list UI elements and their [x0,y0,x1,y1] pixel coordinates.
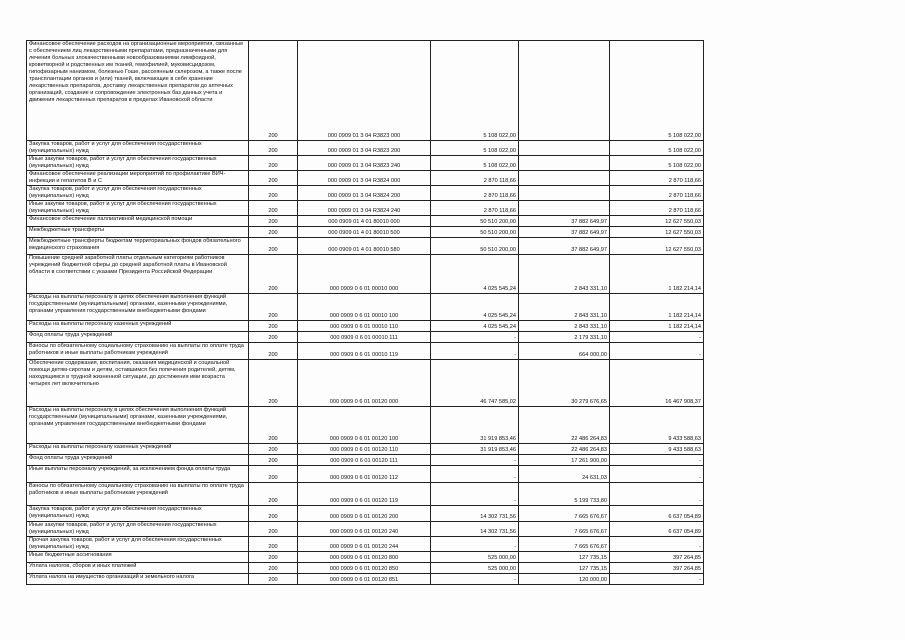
executed-amount-cell: 7 665 676,67 [519,505,610,521]
row-description-cell: Иные бюджетные ассигнования [27,551,249,562]
table-row [27,293,704,320]
unexecuted-amount-cell: 6 637 054,89 [610,521,704,536]
row-description-cell: Расходы на выплаты персоналу в целях обеспечения выполнения функций государственными (муниципальными) органами, казенными учреждениями, органами управления государственными внебюджетными фондами [27,406,249,443]
executed-amount-cell [519,141,610,156]
executed-amount-cell: 22 486 264,83 [519,406,610,443]
row-description-cell: Расходы на выплаты персоналу казенных учреждений [27,443,249,454]
unexecuted-amount-cell: 2 870 118,66 [610,185,704,200]
budget-classification-code-cell: 000 0909 0 6 01 00120 112 [298,465,431,482]
line-code-cell: 200 [249,536,298,551]
unexecuted-amount-cell: 5 108 022,00 [610,41,704,141]
executed-amount-cell: 7 665 676,67 [519,536,610,551]
table-row [27,170,704,185]
executed-amount-cell: 5 199 733,80 [519,482,610,505]
row-description-cell: Закупка товаров, работ и услуг для обеспечения государственных (муниципальных) нужд [27,141,249,156]
executed-amount-cell: 2 179 331,10 [519,331,610,342]
line-code-cell: 200 [249,342,298,359]
table-row [27,359,704,406]
executed-amount-cell: 17 261 900,00 [519,454,610,465]
budget-classification-code-cell: 000 0909 01 3 04 R3824 200 [298,185,431,200]
unexecuted-amount-cell: - [610,342,704,359]
unexecuted-amount-cell: 5 108 022,00 [610,141,704,156]
line-code-cell: 200 [249,443,298,454]
unexecuted-amount-cell: 5 108 022,00 [610,155,704,170]
budget-classification-code-cell: 000 0909 0 6 01 00120 100 [298,406,431,443]
budget-classification-code-cell: 000 0909 01 3 04 R3824 240 [298,200,431,215]
approved-amount-cell: - [431,465,519,482]
table-row [27,536,704,551]
unexecuted-amount-cell: 6 637 054,89 [610,505,704,521]
budget-classification-code-cell: 000 0909 0 6 01 00010 110 [298,320,431,331]
budget-classification-code-cell: 000 0909 0 6 01 00120 244 [298,536,431,551]
row-description-cell: Уплата налогов, сборов и иных платежей [27,562,249,573]
budget-classification-code-cell: 000 0909 0 6 01 00120 111 [298,454,431,465]
executed-amount-cell: 30 279 676,65 [519,359,610,406]
line-code-cell: 200 [249,505,298,521]
row-description-cell: Расходы на выплаты персоналу казенных учреждений [27,320,249,331]
row-description-cell: Межбюджетные трансферты бюджетам территориальных фондов обязательного медицинского страхования [27,237,249,254]
executed-amount-cell [519,170,610,185]
line-code-cell: 200 [249,215,298,226]
executed-amount-cell: 37 882 649,97 [519,226,610,237]
row-description-cell: Финансовое обеспечение расходов на организационные мероприятия, связанные с обеспечением лиц лекарственными препаратами, предназначенными для лечения больных злокачественными новообразованиями лимфоидной, кроветворной и родственных им тканей, гемофилией, муковисцидозом, гипофизарным нанизмом, болезнью Гоше, рассеянным склерозом, а также после трансплантации органов и (или) тканей, включающие в себя хранение лекарственных препаратов, доставку лекарственных препаратов до аптечных организаций, создание и сопровождение электронных баз данных учета и движения лекарственных препаратов в пределах Ивановской области [27,41,249,141]
unexecuted-amount-cell: 16 467 908,37 [610,359,704,406]
executed-amount-cell: 127 735,15 [519,551,610,562]
unexecuted-amount-cell: 2 870 118,66 [610,200,704,215]
line-code-cell: 200 [249,254,298,293]
approved-amount-cell: 525 000,00 [431,551,519,562]
unexecuted-amount-cell: - [610,536,704,551]
executed-amount-cell: 2 843 331,10 [519,293,610,320]
executed-amount-cell: 7 665 676,67 [519,521,610,536]
executed-amount-cell: 37 882 649,97 [519,237,610,254]
row-description-cell: Иные выплаты персоналу учреждений, за исключением фонда оплаты труда [27,465,249,482]
unexecuted-amount-cell: 1 182 214,14 [610,293,704,320]
row-description-cell: Прочая закупка товаров, работ и услуг для обеспечения государственных (муниципальных) нужд [27,536,249,551]
line-code-cell: 200 [249,226,298,237]
row-description-cell: Закупка товаров, работ и услуг для обеспечения государственных (муниципальных) нужд [27,185,249,200]
budget-classification-code-cell: 000 0909 01 3 04 R3823 000 [298,41,431,141]
table-row [27,331,704,342]
line-code-cell: 200 [249,170,298,185]
budget-classification-code-cell: 000 0909 0 6 01 00120 850 [298,562,431,573]
approved-amount-cell: 31 919 853,46 [431,443,519,454]
executed-amount-cell: 120 000,00 [519,573,610,584]
table-row [27,573,704,584]
row-description-cell: Повышение средней заработной платы отдельным категориям работников учреждений бюджетной сферы до средней заработной платы в Ивановской области в соответствии с указами Президента Российской Федерации [27,254,249,293]
row-description-cell: Расходы на выплаты персоналу в целях обеспечения выполнения функций государственными (муниципальными) органами, казенными учреждениями, органами управления государственными внебюджетными фондами [27,293,249,320]
executed-amount-cell: 24 631,03 [519,465,610,482]
table-row [27,254,704,293]
approved-amount-cell: 5 108 022,00 [431,141,519,156]
table-row [27,454,704,465]
unexecuted-amount-cell: - [610,482,704,505]
unexecuted-amount-cell: 1 182 214,14 [610,320,704,331]
row-description-cell: Межбюджетные трансферты [27,226,249,237]
unexecuted-amount-cell: 1 182 214,14 [610,254,704,293]
row-description-cell: Уплата налога на имущество организаций и земельного налога [27,573,249,584]
table-row [27,551,704,562]
line-code-cell: 200 [249,200,298,215]
approved-amount-cell: - [431,331,519,342]
row-description-cell: Взносы по обязательному социальному страхованию на выплаты по оплате труда работников и иные выплаты работникам учреждений [27,342,249,359]
unexecuted-amount-cell: 12 627 550,03 [610,215,704,226]
approved-amount-cell: 50 510 200,00 [431,215,519,226]
line-code-cell: 200 [249,482,298,505]
budget-classification-code-cell: 000 0909 01 3 04 R3823 200 [298,141,431,156]
unexecuted-amount-cell: 2 870 118,66 [610,170,704,185]
line-code-cell: 200 [249,454,298,465]
line-code-cell: 200 [249,521,298,536]
approved-amount-cell: 4 025 545,24 [431,320,519,331]
unexecuted-amount-cell: - [610,465,704,482]
row-description-cell: Иные закупки товаров, работ и услуг для обеспечения государственных (муниципальных) нужд [27,200,249,215]
unexecuted-amount-cell: - [610,573,704,584]
budget-classification-code-cell: 000 0909 0 6 01 00010 111 [298,331,431,342]
approved-amount-cell: 4 025 545,24 [431,293,519,320]
table-row [27,521,704,536]
line-code-cell: 200 [249,573,298,584]
budget-classification-code-cell: 000 0909 0 6 01 00120 851 [298,573,431,584]
table-row [27,406,704,443]
approved-amount-cell: 2 870 118,66 [431,185,519,200]
budget-classification-code-cell: 000 0909 0 6 01 00010 119 [298,342,431,359]
approved-amount-cell: - [431,536,519,551]
line-code-cell: 200 [249,562,298,573]
approved-amount-cell: 46 747 585,02 [431,359,519,406]
table-row [27,226,704,237]
budget-classification-code-cell: 000 0909 0 6 01 00120 800 [298,551,431,562]
executed-amount-cell: 37 882 649,97 [519,215,610,226]
unexecuted-amount-cell: 12 627 550,03 [610,237,704,254]
budget-classification-code-cell: 000 0909 01 4 01 80010 500 [298,226,431,237]
table-row [27,215,704,226]
budget-execution-table [26,40,704,585]
approved-amount-cell: 31 919 853,46 [431,406,519,443]
table-row [27,443,704,454]
approved-amount-cell: - [431,454,519,465]
unexecuted-amount-cell: 9 433 588,63 [610,443,704,454]
budget-classification-code-cell: 000 0909 01 3 04 R3823 240 [298,155,431,170]
budget-classification-code-cell: 000 0909 0 6 01 00120 000 [298,359,431,406]
row-description-cell: Финансовое обеспечение паллиативной медицинской помощи [27,215,249,226]
budget-classification-code-cell: 000 0909 0 6 01 00120 240 [298,521,431,536]
line-code-cell: 200 [249,465,298,482]
approved-amount-cell: - [431,482,519,505]
budget-classification-code-cell: 000 0909 0 6 01 00010 000 [298,254,431,293]
approved-amount-cell: 50 510 200,00 [431,237,519,254]
row-description-cell: Закупка товаров, работ и услуг для обеспечения государственных (муниципальных) нужд [27,505,249,521]
unexecuted-amount-cell: 12 627 550,03 [610,226,704,237]
budget-classification-code-cell: 000 0909 0 6 01 00120 110 [298,443,431,454]
line-code-cell: 200 [249,359,298,406]
executed-amount-cell: 22 486 264,83 [519,443,610,454]
table-row [27,200,704,215]
table-row [27,482,704,505]
unexecuted-amount-cell: 397 264,85 [610,562,704,573]
row-description-cell: Фонд оплаты труда учреждений [27,331,249,342]
line-code-cell: 200 [249,41,298,141]
approved-amount-cell: 14 302 731,56 [431,505,519,521]
executed-amount-cell [519,200,610,215]
table-row [27,465,704,482]
executed-amount-cell: 127 735,15 [519,562,610,573]
executed-amount-cell: 2 843 331,10 [519,254,610,293]
budget-classification-code-cell: 000 0909 01 4 01 80010 580 [298,237,431,254]
row-description-cell: Взносы по обязательному социальному страхованию на выплаты по оплате труда работников и иные выплаты работникам учреждений [27,482,249,505]
approved-amount-cell: 50 510 200,00 [431,226,519,237]
row-description-cell: Обеспечение содержания, воспитания, оказания медицинской и социальной помощи детям-сиротам и детям, оставшимся без попечения родителей, детям, находящимся в трудной жизненной ситуации, до достижения ими возраста четырех лет включительно [27,359,249,406]
line-code-cell: 200 [249,185,298,200]
table-row [27,342,704,359]
row-description-cell: Иные закупки товаров, работ и услуг для обеспечения государственных (муниципальных) нужд [27,521,249,536]
budget-classification-code-cell: 000 0909 0 6 01 00120 119 [298,482,431,505]
table-row [27,41,704,141]
line-code-cell: 200 [249,331,298,342]
line-code-cell: 200 [249,141,298,156]
table-body [27,41,704,585]
table-row [27,237,704,254]
approved-amount-cell: 2 870 118,66 [431,200,519,215]
unexecuted-amount-cell: 397 264,85 [610,551,704,562]
budget-classification-code-cell: 000 0909 01 4 01 80010 000 [298,215,431,226]
line-code-cell: 200 [249,551,298,562]
executed-amount-cell: 664 000,00 [519,342,610,359]
line-code-cell: 200 [249,155,298,170]
row-description-cell: Фонд оплаты труда учреждений [27,454,249,465]
budget-classification-code-cell: 000 0909 01 3 04 R3824 000 [298,170,431,185]
budget-classification-code-cell: 000 0909 0 6 01 00010 100 [298,293,431,320]
approved-amount-cell: 2 870 118,66 [431,170,519,185]
unexecuted-amount-cell: 9 433 588,63 [610,406,704,443]
table-row [27,320,704,331]
approved-amount-cell: 5 108 022,00 [431,41,519,141]
approved-amount-cell: 5 108 022,00 [431,155,519,170]
approved-amount-cell: 14 302 731,56 [431,521,519,536]
row-description-cell: Финансовое обеспечение реализации мероприятий по профилактике ВИЧ-инфекции и гепатитов В и С [27,170,249,185]
table-row [27,505,704,521]
budget-classification-code-cell: 000 0909 0 6 01 00120 200 [298,505,431,521]
table-row [27,155,704,170]
executed-amount-cell [519,155,610,170]
line-code-cell: 200 [249,320,298,331]
executed-amount-cell [519,185,610,200]
approved-amount-cell: - [431,342,519,359]
executed-amount-cell: 2 843 331,10 [519,320,610,331]
unexecuted-amount-cell: - [610,454,704,465]
executed-amount-cell [519,41,610,141]
approved-amount-cell: 525 000,00 [431,562,519,573]
line-code-cell: 200 [249,406,298,443]
line-code-cell: 200 [249,293,298,320]
approved-amount-cell: - [431,573,519,584]
table-row [27,141,704,156]
unexecuted-amount-cell: - [610,331,704,342]
table-row [27,185,704,200]
line-code-cell: 200 [249,237,298,254]
approved-amount-cell: 4 025 545,24 [431,254,519,293]
table-row [27,562,704,573]
row-description-cell: Иные закупки товаров, работ и услуг для обеспечения государственных (муниципальных) нужд [27,155,249,170]
